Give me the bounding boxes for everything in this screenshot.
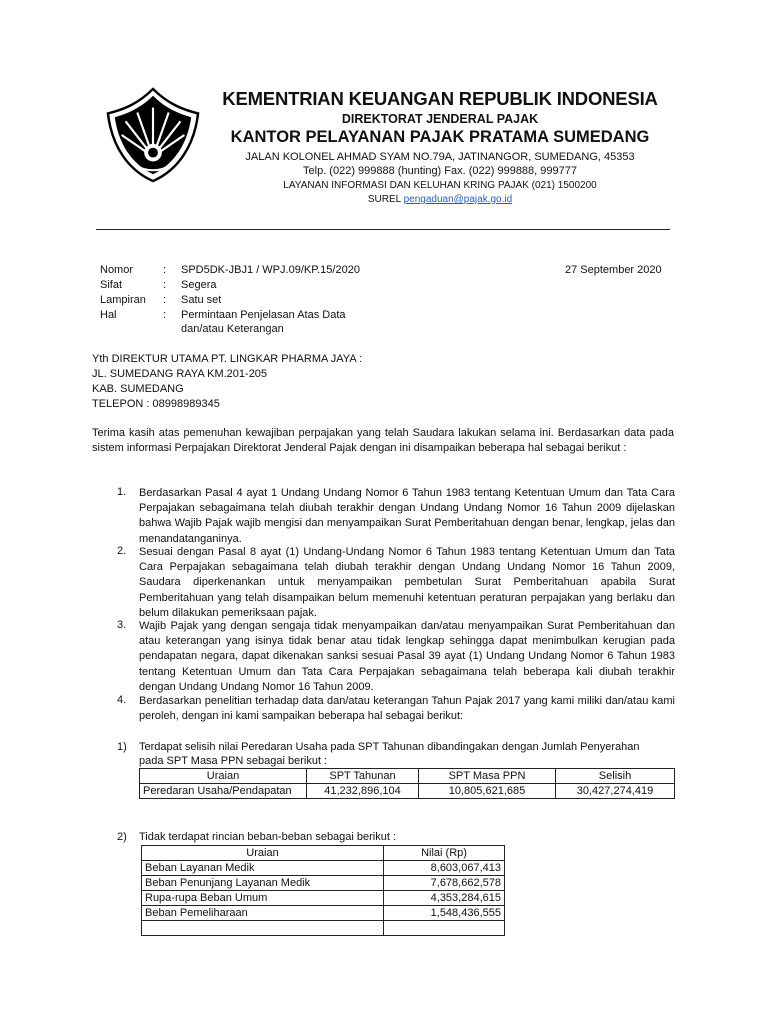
section2-number: 2) <box>117 831 127 843</box>
table-header-row <box>142 846 505 861</box>
ministry-emblem-icon <box>104 86 202 184</box>
point-number: 4. <box>117 694 127 706</box>
table-cell <box>142 921 384 936</box>
table-cell: Beban Penunjang Layanan Medik <box>142 876 384 891</box>
sifat-label: Sifat <box>100 279 123 291</box>
table-cell: Rupa-rupa Beban Umum <box>142 891 384 906</box>
column-header: Uraian <box>140 769 307 784</box>
sifat-value: Segera <box>181 279 217 291</box>
column-header: SPT Masa PPN <box>419 769 556 784</box>
office-phone: Telp. (022) 999888 (hunting) Fax. (022) 999888, 999777 <box>303 165 577 177</box>
colon: : <box>163 294 167 306</box>
office-email <box>210 194 670 205</box>
lampiran-label: Lampiran <box>100 294 146 306</box>
hal-label: Hal <box>100 309 117 321</box>
ministry-title: KEMENTRIAN KEUANGAN REPUBLIK INDONESIA <box>222 88 658 109</box>
recipient-line4: TELEPON : 08998989345 <box>92 398 220 410</box>
colon: : <box>163 279 167 291</box>
point-text: Berdasarkan Pasal 4 ayat 1 Undang Undang Nomor 6 Tahun 1983 tentang Ketentuan Umum dan Tata Cara Perpajakan sebagaimana telah diubah terakhir dengan Undang Undang Nomor 16 Tahun 2009 dijelaskan bahwa Wajib Pajak wajib mengisi dan menyampaikan Surat Pemberitahuan dengan benar, lengkap, jelas dan menandatanganinya. <box>139 487 675 545</box>
table-cell: Beban Layanan Medik <box>142 861 384 876</box>
directorate-title: DIREKTORAT JENDERAL PAJAK <box>341 112 539 126</box>
table-cell: 10,805,621,685 <box>419 784 556 799</box>
table-cell: Beban Pemeliharaan <box>142 906 384 921</box>
office-service-line: LAYANAN INFORMASI DAN KELUHAN KRING PAJAK (021) 1500200 <box>283 180 597 191</box>
expenses-table <box>141 845 505 936</box>
table-row <box>142 891 505 906</box>
table-cell: 1,548,436,555 <box>384 906 505 921</box>
point-number: 1. <box>117 486 127 498</box>
table-row <box>142 921 505 936</box>
nomor-value: SPD5DK-JBJ1 / WPJ.09/KP.15/2020 <box>181 264 360 276</box>
point-text: Wajib Pajak yang dengan sengaja tidak menyampaikan dan/atau menyampaikan Surat Pemberitahuan dan atau keterangan yang isinya tidak benar atau tidak lengkap sehingga dapat menimbulkan kerugian pada pendapatan negara, dapat dikenakan sanksi sesuai Pasal 39 ayat (1) Undang Undang Nomor 6 Tahun 1983 tentang Ketentuan Umum dan Tata Cara Perpajakan sebagaimana telah beberapa kali diubah terakhir dengan Undang Undang Nomor 16 Tahun 2009. <box>139 620 675 693</box>
table-cell: 4,353,284,615 <box>384 891 505 906</box>
section1-number: 1) <box>117 741 127 753</box>
office-address: JALAN KOLONEL AHMAD SYAM NO.79A, JATINANGOR, SUMEDANG, 45353 <box>245 151 635 163</box>
colon: : <box>163 309 167 321</box>
table-row <box>142 906 505 921</box>
recipient-line3: KAB. SUMEDANG <box>92 383 184 395</box>
colon: : <box>163 264 167 276</box>
point-number: 3. <box>117 619 127 631</box>
table-row <box>140 784 675 799</box>
table-cell: 8,603,067,413 <box>384 861 505 876</box>
letterhead-divider <box>96 229 670 230</box>
table-cell: 30,427,274,419 <box>556 784 675 799</box>
table-cell: 7,678,662,578 <box>384 876 505 891</box>
table-cell: 41,232,896,104 <box>307 784 419 799</box>
point-text: Sesuai dengan Pasal 8 ayat (1) Undang-Undang Nomor 6 Tahun 1983 tentang Ketentuan Umum dan Tata Cara Perpajakan sebagaimana telah diubah terakhir dengan Undang Undang Nomor 16 Tahun 2009, Saudara diperkenankan untuk menyampaikan pembetulan Surat Pemberitahuan apabila Surat Pemberitahuan yang telah disampaikan belum memenuhi ketentuan peraturan perpajakan yang berlaku dan belum dilakukan pemeriksaan pajak. <box>139 546 675 619</box>
table-header-row <box>140 769 675 784</box>
point-number: 2. <box>117 545 127 557</box>
table-row <box>142 861 505 876</box>
lampiran-value: Satu set <box>181 294 222 306</box>
hal-value-line1: Permintaan Penjelasan Atas Data <box>181 309 346 321</box>
letter-date: 27 September 2020 <box>565 264 662 276</box>
section2-line1: Tidak terdapat rincian beban-beban sebagai berikut : <box>139 831 397 843</box>
point-text: Berdasarkan penelitian terhadap data dan/atau keterangan Tahun Pajak 2017 yang kami miliki dan/atau kami peroleh, dengan ini kami sampaikan beberapa hal sebagai berikut: <box>139 695 675 723</box>
nomor-label: Nomor <box>100 264 134 276</box>
section1-line1: Terdapat selisih nilai Peredaran Usaha pada SPT Tahunan dibandingakan dengan Jumlah Penyerahan <box>139 741 640 753</box>
hal-value-line2: dan/atau Keterangan <box>181 323 284 335</box>
intro-paragraph: Terima kasih atas pemenuhan kewajiban perpajakan yang telah Saudara lakukan selama ini. Berdasarkan data pada sistem informasi Perpajakan Direktorat Jenderal Pajak dengan ini disampaikan beberapa hal sebagai berikut : <box>92 427 674 454</box>
turnover-comparison-table <box>139 768 675 799</box>
column-header: SPT Tahunan <box>307 769 419 784</box>
office-title: KANTOR PELAYANAN PAJAK PRATAMA SUMEDANG <box>230 128 650 146</box>
column-header: Nilai (Rp) <box>384 846 505 861</box>
recipient-line1: Yth DIREKTUR UTAMA PT. LINGKAR PHARMA JAYA : <box>92 353 363 365</box>
column-header: Selisih <box>556 769 675 784</box>
section1-line2: pada SPT Masa PPN sebagai berikut : <box>139 755 328 767</box>
table-cell: Peredaran Usaha/Pendapatan <box>140 784 307 799</box>
email-link[interactable]: pengaduan@pajak.go.id <box>403 194 513 205</box>
email-label: SUREL <box>367 194 401 205</box>
column-header: Uraian <box>142 846 384 861</box>
recipient-line2: JL. SUMEDANG RAYA KM.201-205 <box>92 368 268 380</box>
table-cell <box>384 921 505 936</box>
table-row <box>142 876 505 891</box>
